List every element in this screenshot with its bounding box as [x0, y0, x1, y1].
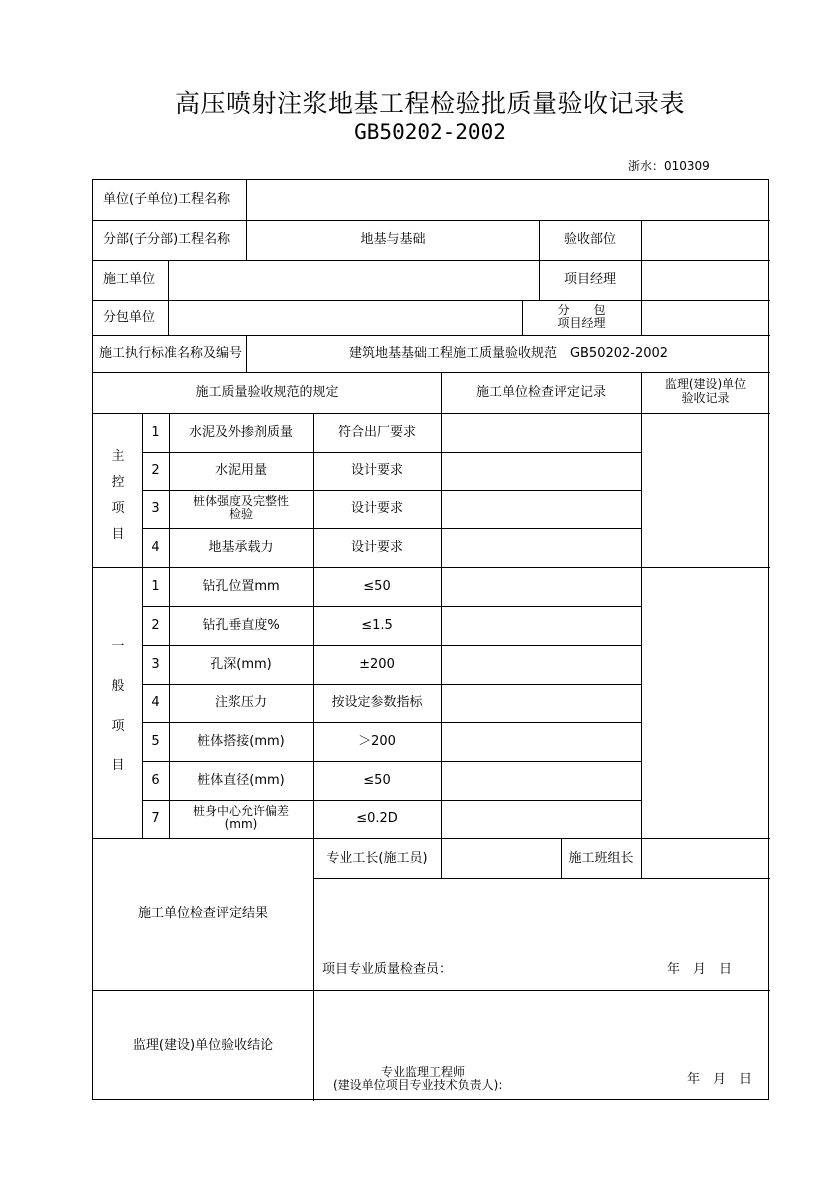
form-number: 浙水：010309: [628, 159, 710, 173]
supervision-record-column-header-line2: 验收记录: [681, 391, 730, 405]
supervision-record-column-header-line1: 监理(建设)单位: [664, 377, 747, 391]
main-item-2-name: 水泥用量: [214, 463, 267, 478]
main-item-2-requirement: 设计要求: [350, 463, 403, 478]
sub-project-name-label: 分部(子分部)工程名称: [103, 232, 231, 247]
general-item-3-no: 3: [151, 657, 160, 672]
general-item-6-name: 桩体直径(mm): [197, 773, 285, 788]
subcontract-manager-label-line2: 项目经理: [557, 316, 606, 330]
main-item-3-name-line1: 桩体强度及完整性: [192, 494, 289, 508]
main-item-3-requirement: 设计要求: [350, 501, 403, 516]
construction-unit-label: 施工单位: [103, 272, 156, 287]
standard-label: 施工执行标准名称及编号: [99, 346, 243, 361]
construction-result-date: 年 月 日: [667, 962, 733, 977]
main-item-4-requirement: 设计要求: [350, 540, 403, 555]
standard-code: GB50202-2002: [354, 120, 506, 144]
foreman-label: 专业工长(施工员): [326, 851, 428, 866]
sub-project-name-field[interactable]: 地基与基础: [360, 232, 426, 247]
unit-project-name-label: 单位(子单位)工程名称: [103, 192, 231, 207]
general-item-7-no: 7: [151, 811, 160, 826]
subcontract-unit-label: 分包单位: [103, 310, 156, 325]
general-item-2-requirement: ≤1.5: [361, 618, 393, 633]
acceptance-part-label: 验收部位: [563, 232, 616, 247]
supervision-conclusion-label: 监理(建设)单位验收结论: [132, 1038, 274, 1053]
general-item-7-requirement: ≤0.2D: [356, 811, 398, 826]
main-item-3-name-line2: 检验: [228, 507, 253, 521]
main-control-group-label: 主 控 项 目: [111, 449, 125, 542]
general-item-4-no: 4: [151, 695, 160, 710]
general-item-6-no: 6: [151, 773, 160, 788]
construction-result-label: 施工单位检查评定结果: [137, 906, 268, 921]
subcontract-manager-label-line1: 分 包: [557, 303, 606, 317]
general-item-1-no: 1: [151, 579, 160, 594]
form-title: 高压喷射注浆地基工程检验批质量验收记录表: [174, 89, 685, 118]
quality-inspector-label: 项目专业质量检查员：: [322, 962, 453, 977]
general-item-1-name: 钻孔位置mm: [202, 579, 280, 594]
general-item-4-name: 注浆压力: [214, 695, 267, 710]
spec-column-header: 施工质量验收规范的规定: [195, 385, 339, 400]
supervision-conclusion-date: 年 月 日: [687, 1072, 753, 1087]
construction-record-column-header: 施工单位检查评定记录: [475, 385, 606, 400]
general-item-3-name: 孔深(mm): [210, 657, 272, 672]
general-item-3-requirement: ±200: [359, 657, 395, 672]
main-item-3-no: 3: [151, 501, 160, 516]
main-item-4-name: 地基承载力: [208, 540, 274, 555]
team-leader-label: 施工班组长: [568, 851, 634, 866]
general-item-4-requirement: 按设定参数指标: [331, 695, 423, 710]
general-item-7-name-line2: (mm): [224, 817, 258, 831]
main-item-1-requirement: 符合出厂要求: [337, 425, 416, 440]
main-item-2-no: 2: [151, 463, 160, 478]
general-item-5-no: 5: [151, 734, 160, 749]
general-item-6-requirement: ≤50: [363, 773, 391, 788]
main-item-4-no: 4: [151, 540, 160, 555]
general-group-label: 一 般 项 目: [111, 639, 125, 773]
supervision-engineer-label-line2: (建设单位项目专业技术负责人):: [333, 1078, 503, 1092]
general-item-2-name: 钻孔垂直度%: [202, 618, 280, 633]
general-item-7-name-line1: 桩身中心允许偏差: [192, 804, 289, 818]
general-item-5-name: 桩体搭接(mm): [197, 734, 285, 749]
general-item-5-requirement: ＞200: [358, 734, 396, 749]
acceptance-record-form: [92, 179, 769, 1100]
supervision-engineer-label-line1: 专业监理工程师: [381, 1065, 466, 1079]
main-item-1-name: 水泥及外掺剂质量: [188, 425, 293, 440]
standard-value[interactable]: 建筑地基基础工程施工质量验收规范 GB50202-2002: [348, 346, 669, 361]
project-manager-label: 项目经理: [563, 272, 616, 287]
main-item-1-no: 1: [151, 425, 160, 440]
general-item-1-requirement: ≤50: [363, 579, 391, 594]
general-item-2-no: 2: [151, 618, 160, 633]
